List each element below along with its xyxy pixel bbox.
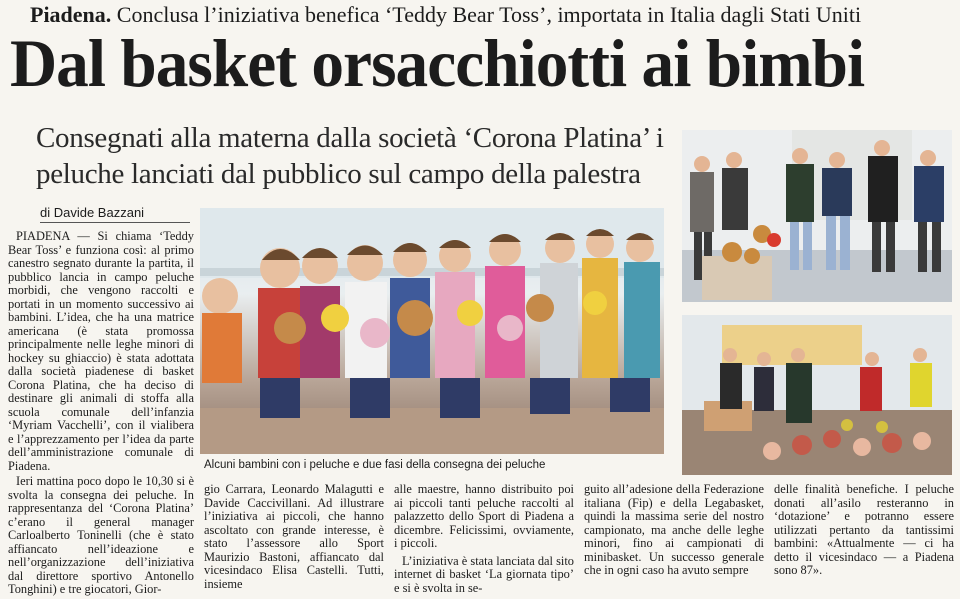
article-column-5 <box>774 483 954 582</box>
article-column-2 <box>204 483 384 595</box>
byline: di Davide Bazzani <box>40 205 190 223</box>
subheadline: Consegnati alla materna dalla società ‘Corona Platina’ i peluche lanciati dal pubblico sul campo della palestra <box>36 122 664 190</box>
photo-caption: Alcuni bambini con i peluche e due fasi della consegna dei peluche <box>204 459 546 471</box>
article-paragraph: L’iniziativa è stata lanciata dal sito internet di basket ‘La giornata tipo’ e si è svolta in se- <box>394 553 574 595</box>
photo-players-and-officials <box>682 130 952 302</box>
kicker-place: Piadena. <box>30 2 112 27</box>
article-paragraph: alle maestre, hanno distribuito poi ai piccoli tanti peluche raccolti al palazzetto dello Sport di Piadena a dicembre. Felicissimi, ovviamente, i piccoli. <box>394 482 574 550</box>
article-column-4 <box>584 483 764 582</box>
photo-illustration <box>682 315 952 475</box>
article-paragraph: Ieri mattina poco dopo le 10,30 si è svolta la consegna dei peluche. In rappresentanza del ‘Corona Platina’ c’erano il general manager Carloalberto Toninelli (che è stato affiancato nell’ideazione e nell’organizzazione dell’iniziativa dal direttore sportivo Antonello Tonghini) e tre giocatori, Gior- <box>8 474 194 596</box>
article-paragraph: gio Carrara, Leonardo Malagutti e Davide Caccivillani. Ad illustrare l’iniziativa ai piccoli, che hanno ascoltato con grande interesse, è stato l’assessore allo Sport Maurizio Bastoni, affiancato dal vicesindaco Elisa Castelli. Tutti, insieme <box>204 482 384 591</box>
photo-illustration <box>200 208 664 454</box>
article-paragraph: PIADENA — Si chiama ‘Teddy Bear Toss’ e funziona così: al primo canestro segnato durante la partita, il pubblico lancia in campo peluche morbidi, che vengono raccolti e portati in un momento successivo ai bambini. L’idea, che ha una matrice americana (è stata promossa principalmente nelle leghe minori di hockey su ghiaccio) è stata adottata dalla società piadenese di basket Corona Platina, che ha deciso di destinare gli animali di stoffa alla scuola comunale dell’infanzia ‘Myriam Vacchelli’, con il vialibera e l’apprezzamento per l’idea da parte dell’amministrazione comunale di Piadena. <box>8 229 194 473</box>
article-column-3 <box>394 483 574 599</box>
photo-illustration <box>682 130 952 302</box>
photo-classroom-distribution <box>682 315 952 475</box>
kicker-text: Conclusa l’iniziativa benefica ‘Teddy Bear Toss’, importata in Italia dagli Stati Uniti <box>111 2 862 27</box>
headline: Dal basket orsacchiotti ai bimbi <box>10 25 865 101</box>
main-photo-children-with-teddy-bears <box>200 208 664 454</box>
article-paragraph: guito all’adesione della Federazione italiana (Fip) e della Legabasket, quindi la massima serie del nostro campionato, ma anche delle leghe minori, fino ai campionati di minibasket. Un successo generale che in ogni caso ha avuto sempre <box>584 482 764 577</box>
article-column-1 <box>8 230 194 599</box>
article-paragraph: delle finalità benefiche. I peluche donati all’asilo resteranno in ‘dotazione’ e potranno essere utilizzati pertanto da tantissimi bambini: «Attualmente — ci ha detto il vicesindaco — a Piadena sono 87». <box>774 482 954 577</box>
